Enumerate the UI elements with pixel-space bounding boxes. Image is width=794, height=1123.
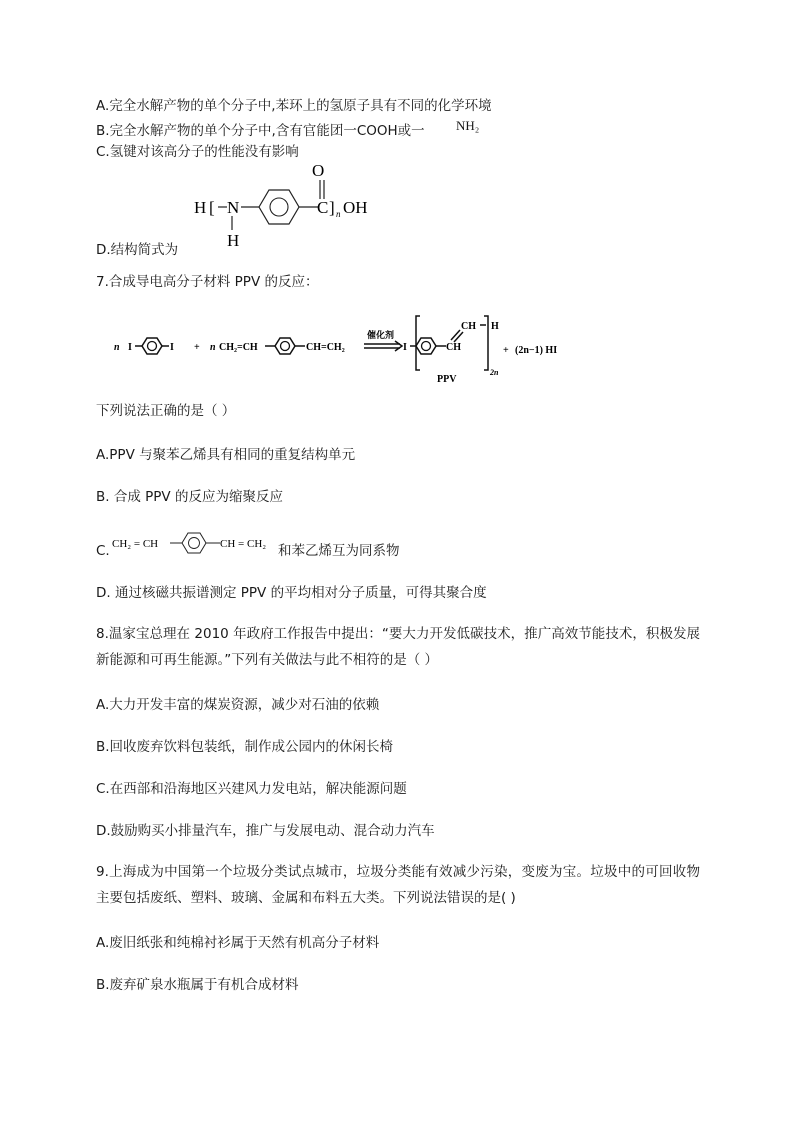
rxn-n2: n [210,342,216,353]
struct-h-below: H [227,231,240,250]
q7-option-c-suffix: 和苯乙烯互为同系物 [278,543,400,559]
q6-option-b: B.完全水解产物的单个分子中,含有官能团一COOH或一 [96,123,425,139]
q9-option-a: A.废旧纸张和纯棉衬衫属于天然有机高分子材料 [96,935,380,951]
q6-structure-formula [186,156,386,256]
q9-stem: 9.上海成为中国第一个垃圾分类试点城市，垃圾分类能有效减少污染，变废为宝。垃圾中的可回收物主要包括废纸、塑料、玻璃、金属和布料五大类。下列说法错误的是( ) [96,864,700,906]
struct-oh: OH [343,198,368,217]
q7-option-d: D. 通过核磁共振谱测定 PPV 的平均相对分子质量，可得其聚合度 [96,585,487,601]
rxn-vinyl-bond-b [454,332,463,342]
q7-stem: 7.合成导电高分子材料 PPV 的反应： [96,274,319,290]
q8-option-b: B.回收废弃饮料包装纸，制作成公园内的休闲长椅 [96,739,394,755]
rxn-catalyst: 催化剂 [367,330,395,340]
rxn-i-left: I [128,342,132,353]
rxn-ch-eq-ch2: CH=CH₂ [306,342,345,353]
q8-option-c: C.在西部和沿海地区兴建风力发电站，解决能源问题 [96,781,407,797]
q6-option-b-nh2: NH₂ [456,118,480,133]
rxn-ppv-label: PPV [437,374,457,385]
q7-option-c-structure [112,528,280,558]
rxn-n1: n [114,342,120,353]
q8-option-a: A.大力开发丰富的煤炭资源，减少对石油的依赖 [96,697,380,713]
struct-benzene-circle [270,198,288,216]
rxn-arrow-head [395,341,402,351]
q7-option-b: B. 合成 PPV 的反应为缩聚反应 [96,489,283,505]
rxn-ch-top: CH [461,321,476,332]
q8-stem: 8.温家宝总理在 2010 年政府工作报告中提出：“要大力开发低碳技术，推广高效节能技术，积极发展新能源和可再生能源。”下列有关做法与此不相符的是（ ） [96,626,700,668]
q6-option-d: D.结构简式为 [96,242,179,258]
rxn-ch-bottom: CH [446,342,461,353]
rxn-i-right: I [170,342,174,353]
q7-reaction-equation [110,310,600,386]
rxn-plus-1: + [194,342,200,353]
struct-bracket-right: ] [329,198,335,217]
struct-subscript-n: n [336,209,341,219]
q7-question: 下列说法正确的是（ ） [96,403,236,419]
q7-option-c-prefix: C. [96,543,110,559]
struct-benzene-ring [259,190,299,224]
rxn-plus-2: + [503,345,509,356]
rxn-prod-i: I [403,342,407,353]
rxn-bracket-right [484,316,488,370]
rxn-vinyl-bond-a [451,330,460,340]
struct-c-atom: C [317,198,329,217]
struct-n-atom: N [227,198,240,217]
rxn-h-end: H [491,321,499,332]
rxn-ring-1 [142,338,162,354]
rxn-eq-ch: =CH [237,342,258,353]
optc-ch2-eq-ch: CH₂ = CH [112,538,159,550]
optc-benzene-ring [182,533,206,553]
rxn-byproduct: (2n−1) HI [515,345,558,356]
rxn-ring-3 [416,338,436,354]
q6-option-c: C.氢键对该高分子的性能没有影响 [96,144,299,160]
q9-option-b: B.废弃矿泉水瓶属于有机合成材料 [96,977,299,993]
rxn-subscript-2n: 2n [490,368,499,377]
optc-ch-eq-ch2: CH = CH₂ [220,538,267,550]
q6-option-a: A.完全水解产物的单个分子中,苯环上的氢原子具有不同的化学环境 [96,98,492,114]
struct-bracket-left: [ [209,198,215,217]
q8-option-d: D.鼓励购买小排量汽车，推广与发展电动、混合动力汽车 [96,823,435,839]
q7-option-a: A.PPV 与聚苯乙烯具有相同的重复结构单元 [96,447,356,463]
struct-h-left: H [194,198,207,217]
rxn-ring-2 [275,338,295,354]
rxn-ch2-left: CH₂ [219,342,237,353]
struct-o-top: O [312,161,325,180]
